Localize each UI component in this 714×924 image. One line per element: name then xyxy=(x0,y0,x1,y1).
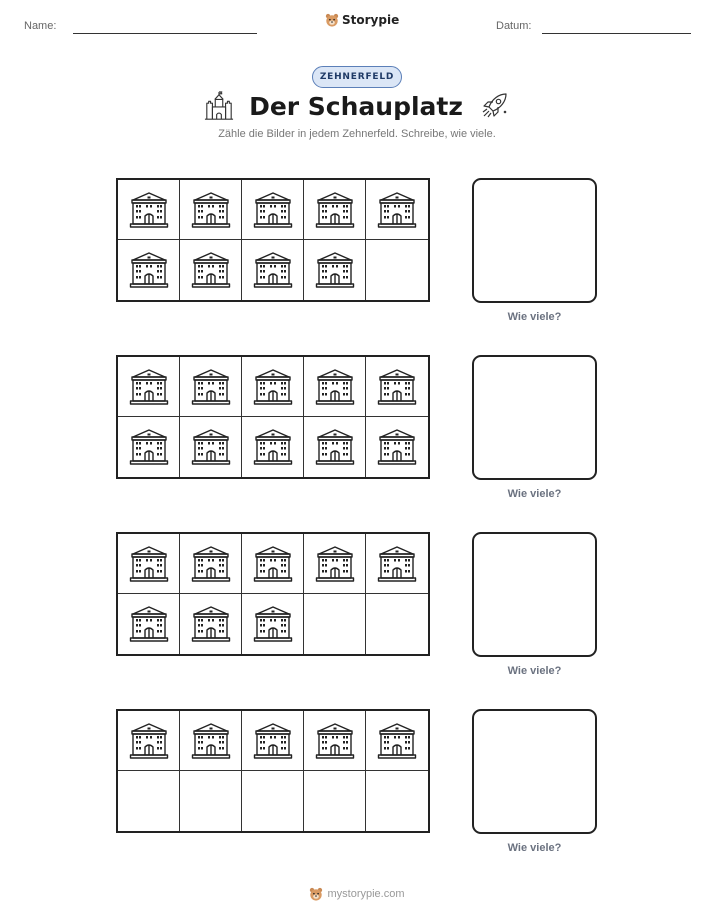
ten-frame-cell xyxy=(118,240,180,300)
ten-frame-cell xyxy=(366,771,428,831)
bear-logo-icon xyxy=(325,13,339,27)
ten-frame-cell xyxy=(366,240,428,300)
ten-frame-cell xyxy=(118,711,180,771)
building-icon xyxy=(191,191,231,229)
building-icon xyxy=(315,368,355,406)
ten-frame-cell xyxy=(180,534,242,594)
brand-logo xyxy=(325,13,399,27)
ten-frame-cell xyxy=(304,240,366,300)
ten-frame-cell xyxy=(366,180,428,240)
answer-label: Wie viele? xyxy=(507,665,562,677)
building-icon xyxy=(315,428,355,466)
answer-label: Wie viele? xyxy=(507,488,562,500)
ten-frame-cell xyxy=(180,357,242,417)
footer-url: mystorypie.com xyxy=(327,888,405,900)
ten-frame-cell xyxy=(304,357,366,417)
ten-frame-cell xyxy=(180,711,242,771)
answer-box[interactable] xyxy=(472,355,597,480)
ten-frame-cell xyxy=(118,534,180,594)
ten-frame-cell xyxy=(304,417,366,477)
answer-box[interactable] xyxy=(472,532,597,657)
ten-frame-cell xyxy=(180,771,242,831)
ten-frame-cell xyxy=(180,240,242,300)
building-icon xyxy=(253,251,293,289)
building-icon xyxy=(253,368,293,406)
brand-name: Storypie xyxy=(342,13,400,27)
building-icon xyxy=(315,191,355,229)
building-icon xyxy=(377,428,417,466)
date-line[interactable] xyxy=(542,33,691,34)
building-icon xyxy=(253,191,293,229)
building-icon xyxy=(191,368,231,406)
building-icon xyxy=(191,605,231,643)
castle-icon xyxy=(204,91,234,121)
date-label: Datum: xyxy=(496,20,532,32)
ten-frame xyxy=(116,532,430,656)
building-icon xyxy=(377,191,417,229)
ten-frame-cell xyxy=(242,180,304,240)
ten-frame-cell xyxy=(242,240,304,300)
building-icon xyxy=(253,722,293,760)
ten-frame-cell xyxy=(118,357,180,417)
ten-frame xyxy=(116,709,430,833)
building-icon xyxy=(377,368,417,406)
ten-frame-cell xyxy=(242,417,304,477)
ten-frame-cell xyxy=(242,357,304,417)
instructions: Zähle die Bilder in jedem Zehnerfeld. Schreibe, wie viele. xyxy=(218,128,496,140)
building-icon xyxy=(129,545,169,583)
building-icon xyxy=(253,428,293,466)
worksheet-title: Der Schauplatz xyxy=(249,91,463,121)
category-badge: ZEHNERFELD xyxy=(312,66,402,88)
ten-frame-cell xyxy=(304,534,366,594)
ten-frame-cell xyxy=(366,594,428,654)
bear-logo-icon xyxy=(309,887,323,901)
ten-frame-cell xyxy=(118,594,180,654)
building-icon xyxy=(129,251,169,289)
ten-frame-cell xyxy=(366,417,428,477)
ten-frame-cell xyxy=(304,711,366,771)
building-icon xyxy=(129,368,169,406)
building-icon xyxy=(253,545,293,583)
ten-frame xyxy=(116,355,430,479)
building-icon xyxy=(191,722,231,760)
building-icon xyxy=(253,605,293,643)
ten-frame-cell xyxy=(366,357,428,417)
footer xyxy=(0,887,714,901)
ten-frame-cell xyxy=(366,534,428,594)
answer-label: Wie viele? xyxy=(507,311,562,323)
building-icon xyxy=(315,251,355,289)
building-icon xyxy=(191,251,231,289)
answer-box[interactable] xyxy=(472,709,597,834)
answer-box[interactable] xyxy=(472,178,597,303)
ten-frame-cell xyxy=(304,771,366,831)
ten-frame-cell xyxy=(242,711,304,771)
building-icon xyxy=(315,545,355,583)
ten-frame-cell xyxy=(180,417,242,477)
ten-frame-cell xyxy=(242,771,304,831)
ten-frame-cell xyxy=(366,711,428,771)
ten-frame-cell xyxy=(180,180,242,240)
ten-frame-cell xyxy=(304,180,366,240)
rocket-icon xyxy=(478,90,510,122)
building-icon xyxy=(129,605,169,643)
building-icon xyxy=(191,545,231,583)
ten-frame-cell xyxy=(304,594,366,654)
building-icon xyxy=(315,722,355,760)
ten-frame-cell xyxy=(180,594,242,654)
ten-frame-cell xyxy=(118,180,180,240)
answer-label: Wie viele? xyxy=(507,842,562,854)
building-icon xyxy=(129,722,169,760)
ten-frame-cell xyxy=(242,594,304,654)
building-icon xyxy=(377,722,417,760)
ten-frame-cell xyxy=(118,771,180,831)
building-icon xyxy=(191,428,231,466)
building-icon xyxy=(377,545,417,583)
ten-frame xyxy=(116,178,430,302)
ten-frame-cell xyxy=(242,534,304,594)
building-icon xyxy=(129,428,169,466)
name-label: Name: xyxy=(24,20,57,32)
ten-frame-cell xyxy=(118,417,180,477)
name-line[interactable] xyxy=(73,33,257,34)
building-icon xyxy=(129,191,169,229)
